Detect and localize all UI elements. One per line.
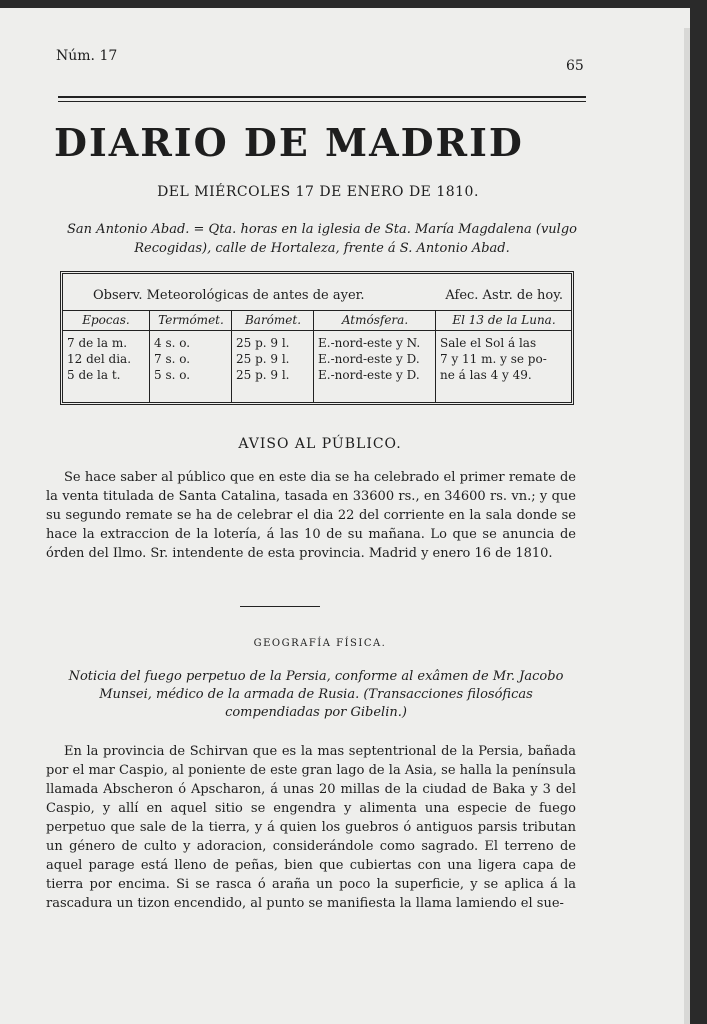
table-cell: E.-nord-este y N.	[318, 336, 421, 350]
meteo-table-header	[63, 274, 571, 311]
col-header: Termómet.	[150, 310, 232, 331]
col-baromet	[231, 310, 314, 402]
table-cell: ne á las 4 y 49.	[440, 368, 532, 382]
table-cell: E.-nord-este y D.	[318, 352, 420, 366]
table-cell: 25 p. 9 l.	[236, 352, 290, 366]
article-subtitle: Noticia del fuego perpetuo de la Persia, conforme al exâmen de Mr. Jacobo Munsei, médico de la armada de Rusia. (Transacciones filosóficas compendiadas por Gibelin.)	[68, 669, 564, 720]
aviso-heading: AVISO AL PÚBLICO.	[238, 436, 402, 452]
table-cell: 7 de la m.	[67, 336, 128, 350]
meteo-right-title: Afec. Astr. de hoy.	[445, 288, 563, 303]
newspaper-page	[0, 8, 690, 1024]
meteo-columns	[63, 310, 571, 402]
issue-number: Núm. 17	[56, 48, 118, 64]
header-rule-thick	[58, 96, 586, 98]
table-cell: 5 de la t.	[67, 368, 121, 382]
col-termomet	[149, 310, 232, 402]
saint-of-day: San Antonio Abad. = Qta. horas en la iglesia de Sta. María Magdalena (vulgo Recogidas), calle de Hortaleza, frente á S. Antonio Abad.	[67, 222, 577, 256]
page-number: 65	[566, 58, 584, 74]
table-cell: 12 del dia.	[67, 352, 132, 366]
newspaper-title: DIARIO DE MADRID	[54, 120, 524, 165]
table-cell: 25 p. 9 l.	[236, 336, 290, 350]
section-heading: GEOGRAFÍA FÍSICA.	[253, 638, 387, 649]
article-text: En la provincia de Schirvan que es la mas septentrional de la Persia, bañada por el mar Caspio, al poniente de este gran lago de la Asia, se halla la península llamada Abscheron ó Apscharon, á unas 20 millas de la ciudad de Baka y 3 del Caspio, y allí en aquel sitio se engendra y alimenta una especie de fuego perpetuo que sale de la tierra, y á quien los guebros ó antiguos parsis tributan un género de culto y adoracion, considerándole como sagrado. El terreno de aquel parage está lleno de peñas, bien que cubiertas con una ligera capa de tierra por encima. Si se rasca ó araña un poco la superficie, y se aplica á la rascadura un tizon encendido, al punto se manifiesta la llama lamiendo el sue-	[46, 744, 576, 911]
col-header: Barómet.	[232, 310, 314, 331]
header-rule-thin	[58, 101, 586, 102]
article-paragraph	[46, 742, 576, 913]
col-epocas	[63, 310, 149, 402]
col-header: Atmósfera.	[314, 310, 436, 331]
table-cell: 4 s. o.	[154, 336, 191, 350]
aviso-text: Se hace saber al público que en este dia se ha celebrado el primer remate de la venta titulada de Santa Catalina, tasada en 33600 rs., en 34600 rs. vn.; y que su segundo remate se ha de celebrar el dia 22 del corriente en la sala donde se hace la extraccion de la lotería, á las 10 de su mañana. Lo que se anuncia de órden del Ilmo. Sr. intendente de esta provincia. Madrid y enero 16 de 1810.	[46, 470, 576, 561]
col-luna	[435, 310, 572, 402]
table-cell: 5 s. o.	[154, 368, 191, 382]
meteo-left-title: Observ. Meteorológicas de antes de ayer.	[93, 288, 365, 303]
table-cell: 7 s. o.	[154, 352, 191, 366]
table-cell: 25 p. 9 l.	[236, 368, 290, 382]
section-divider	[240, 606, 320, 607]
table-cell: Sale el Sol á las	[440, 336, 537, 350]
aviso-paragraph	[46, 468, 576, 563]
table-cell: 7 y 11 m. y se po-	[440, 352, 547, 366]
page-edge	[684, 28, 690, 1024]
date-line: DEL MIÉRCOLES 17 DE ENERO DE 1810.	[157, 184, 479, 200]
table-cell: E.-nord-este y D.	[318, 368, 420, 382]
col-atmosfera	[313, 310, 436, 402]
col-header: El 13 de la Luna.	[436, 310, 572, 331]
meteorological-table	[60, 271, 574, 405]
col-header: Epocas.	[63, 310, 149, 331]
